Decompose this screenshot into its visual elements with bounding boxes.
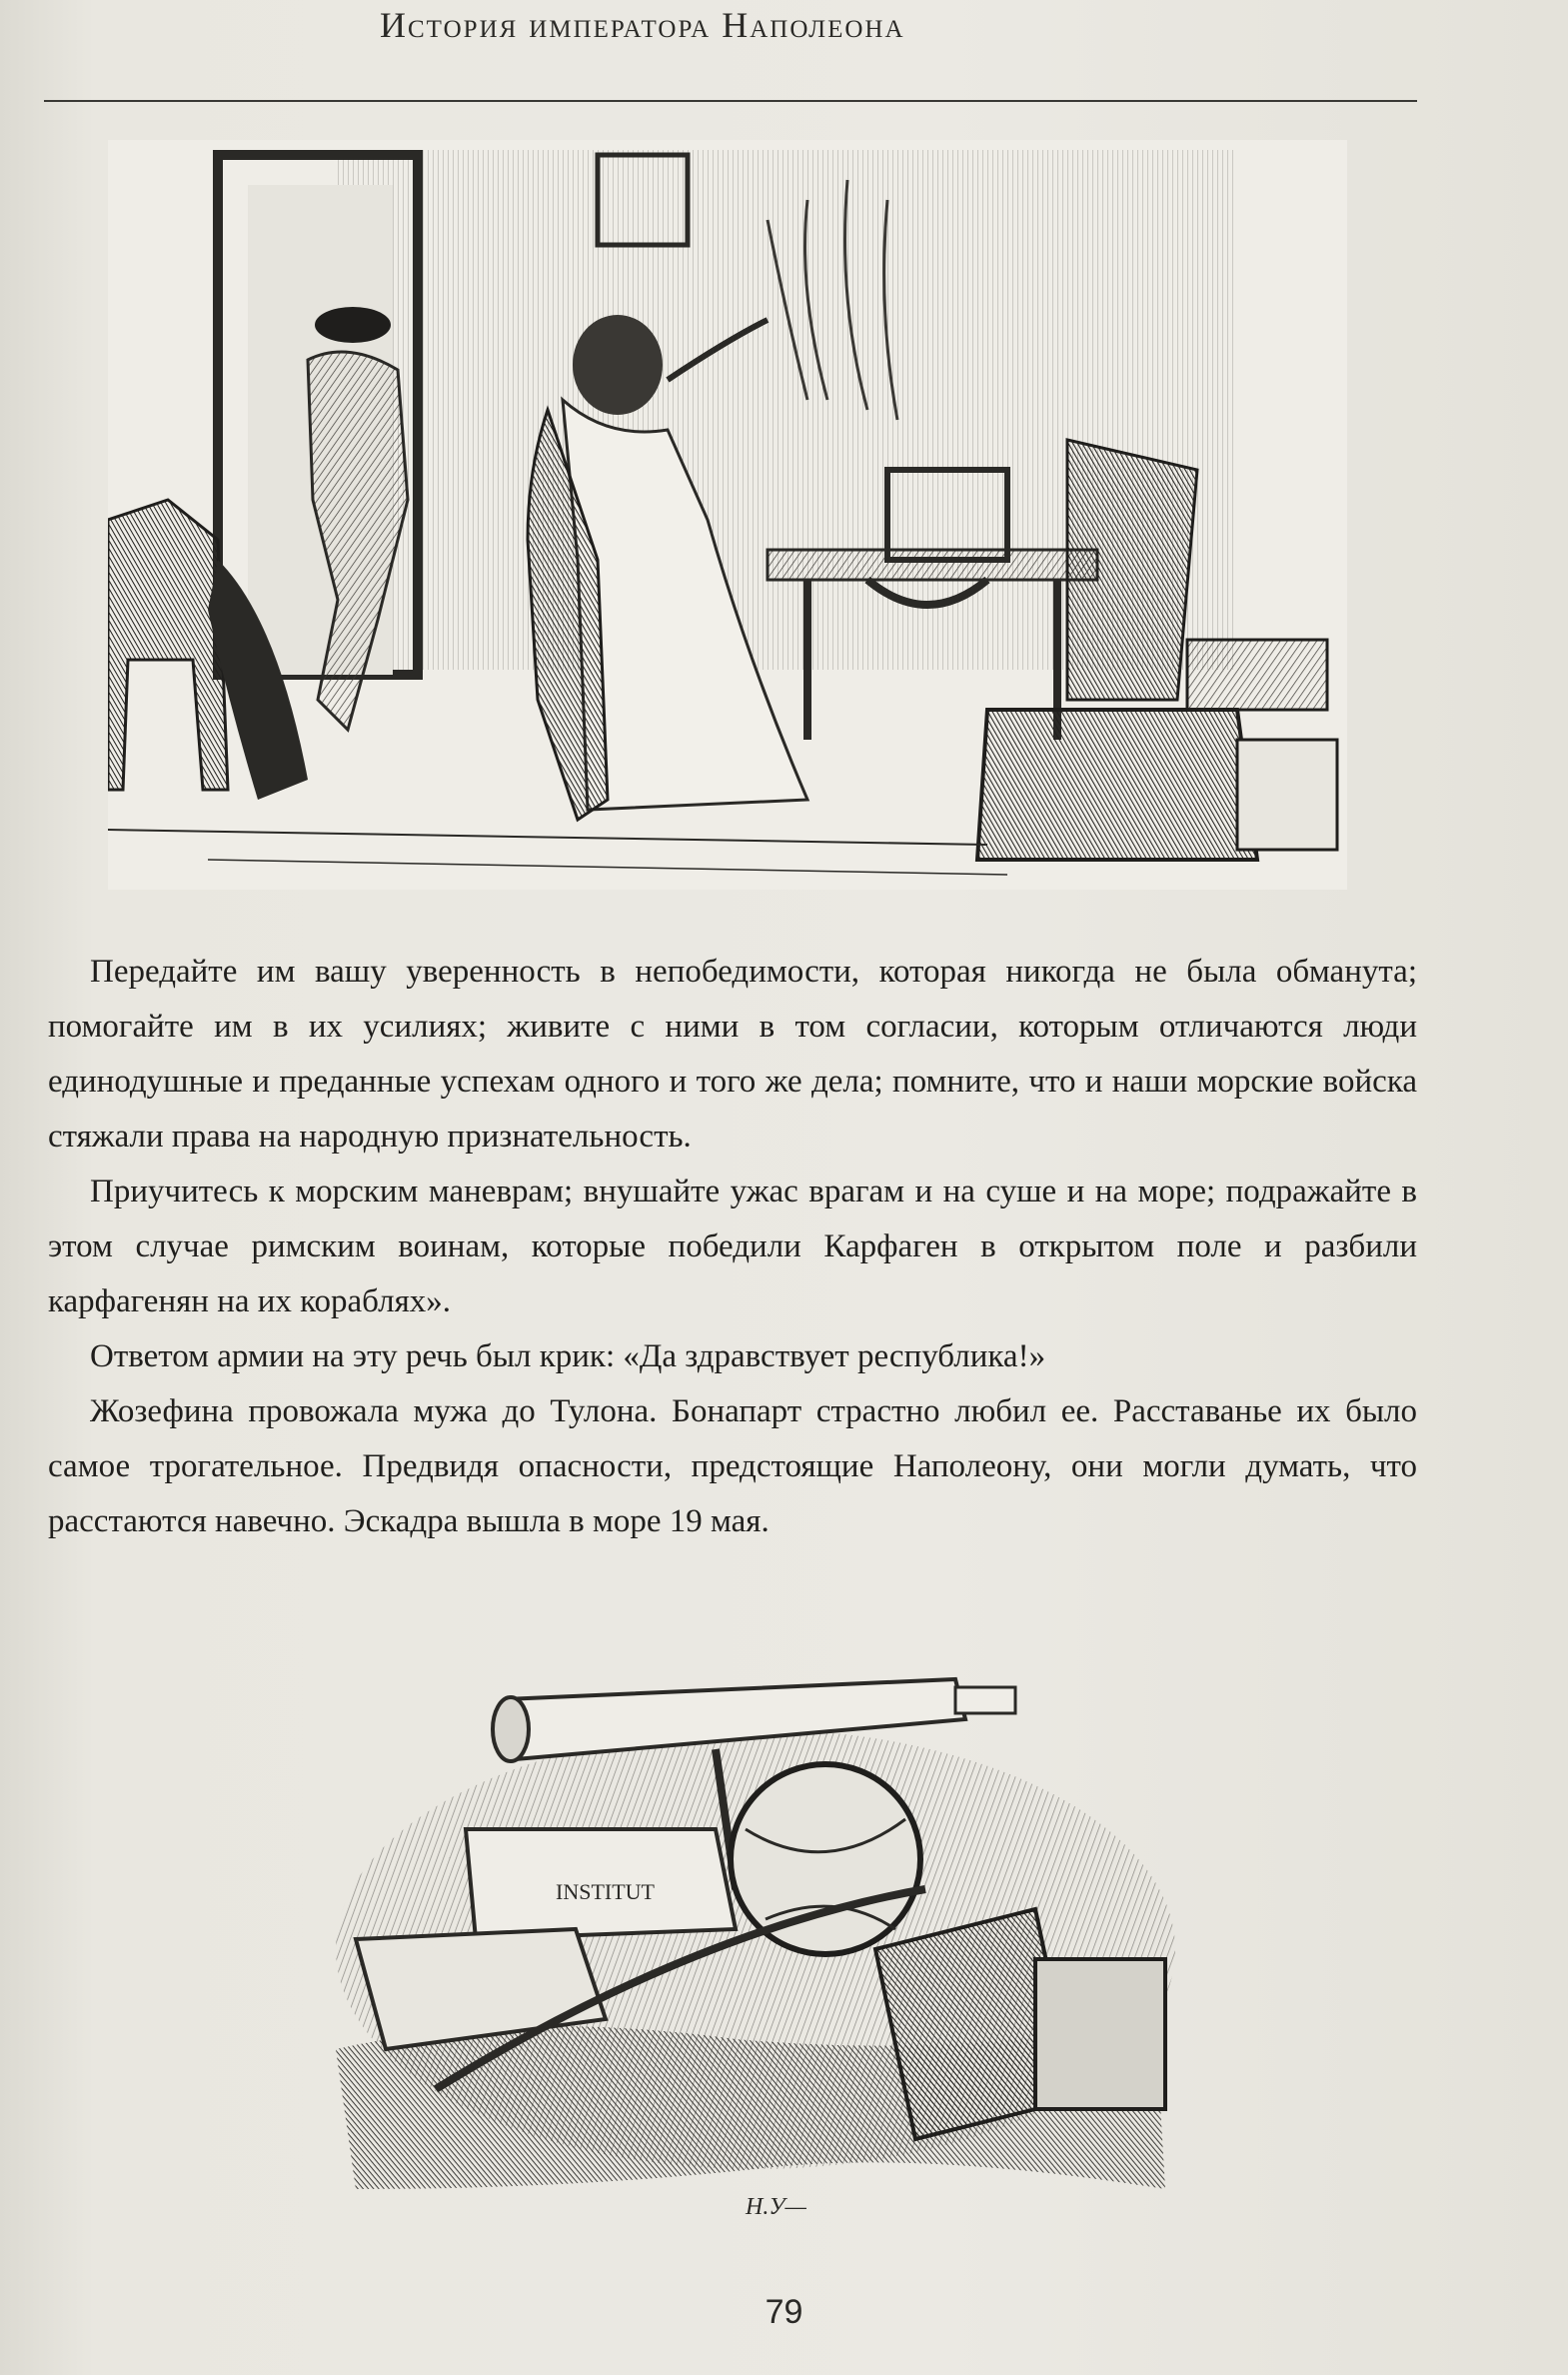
- box-label: INSTITUT: [556, 1879, 655, 1904]
- paragraph: Ответом армии на эту речь был крик: «Да здравствует республика!»: [90, 1338, 1046, 1374]
- paragraph: Передайте им вашу уверенность в непобедимости, которая никогда не была обманута; помогайте им в их усилиях; живите с ними в том согласии, которым отличаются люди единодушные и преданные успехам одного и того же дела; помните, что и наши морские войска стяжали права на народную признательность.: [48, 954, 1417, 1155]
- body-text: [48, 945, 1417, 1549]
- engraving-telescope-still-life-icon: [316, 1629, 1185, 2229]
- engraver-signature: Н.У—: [746, 2194, 806, 2220]
- paragraph: Жозефина провожала мужа до Тулона. Бонапарт страстно любил ее. Расставанье их было самое трогательное. Предвидя опасности, предстоящие Наполеону, они могли думать, что расстаются навечно. Эскадра вышла в море 19 мая.: [48, 1393, 1417, 1539]
- paragraph: Приучитесь к морским маневрам; внушайте ужас врагам и на суше и на море; подражайте в этом случае римским воинам, которые победили Карфаген в открытом поле и разбили карфагенян на их кораблях».: [48, 1174, 1417, 1319]
- header-rule: [44, 100, 1417, 102]
- page-number: 79: [765, 2293, 803, 2331]
- engraving-farewell-scene-icon: [108, 140, 1347, 890]
- running-title: История императора Наполеона: [380, 5, 905, 45]
